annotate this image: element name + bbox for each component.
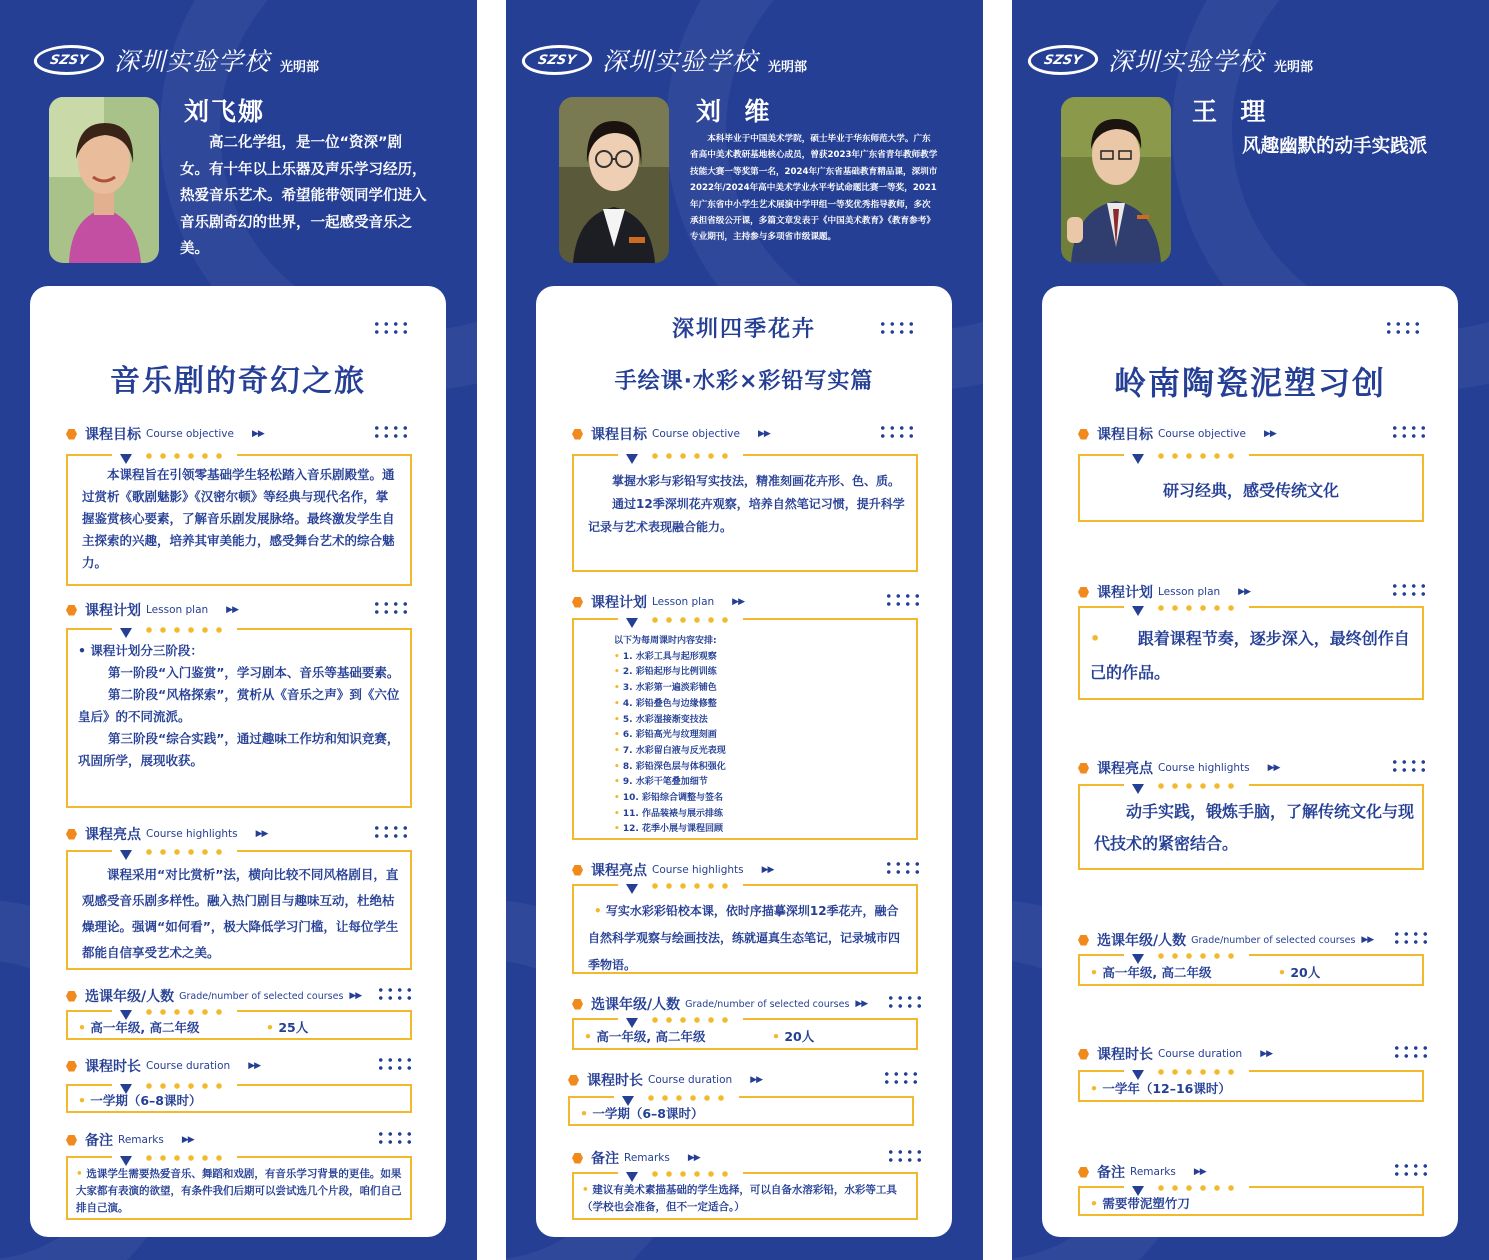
plan-line: 第一阶段“入门鉴赏”，学习剧本、音乐等基础要素。	[108, 665, 400, 680]
plan-item: • 2. 彩铅起形与比例训练	[614, 667, 717, 678]
course-panel-ceramics	[1012, 0, 1489, 1260]
plan-text	[78, 640, 402, 772]
teacher-photo	[1061, 97, 1171, 263]
objective-box	[66, 454, 412, 586]
highlights-text: 写实水彩彩铅校本课，依时序描摹深圳12季花卉，融合自然科学观察与绘画技法，练就逼真生态笔记，记录城市四季物语。	[588, 904, 901, 972]
section-header-objective: 课程目标 Course objective ▶▶	[66, 424, 264, 444]
grade-box: • 高一年级, 高二年级 • 20人	[1078, 954, 1424, 986]
plan-item: • 10. 彩铅综合调整与签名	[614, 793, 723, 804]
school-name: 深圳实验学校	[114, 47, 271, 76]
section-header-grade: 选课年级/人数 Grade/number of selected courses ▶▶	[66, 986, 361, 1006]
teacher-name: 王 理	[1192, 97, 1268, 126]
section-header-plan: 课程计划 Lesson plan ▶▶	[66, 600, 238, 620]
count-value: 20人	[784, 1029, 815, 1044]
highlights-box	[1078, 784, 1424, 870]
section-header-objective: 课程目标 Course objective ▶▶	[1078, 424, 1276, 444]
plan-item: • 7. 水彩留白液与反光表现	[614, 745, 726, 756]
school-name: 深圳实验学校	[602, 47, 759, 76]
plan-item: • 6. 彩铅高光与纹理刻画	[614, 730, 717, 741]
szsy-badge-icon: SZSY	[1025, 45, 1100, 75]
duration-value: 一学年（12–16课时）	[1102, 1081, 1231, 1096]
highlights-text: 课程采用“对比赏析”法，横向比较不同风格剧目，直观感受音乐剧多样性。融入热门剧目与趣味互动，杜绝枯燥理论。强调“如何看”，极大降低学习门槛，让每位学生都能自信享受艺术之美。	[82, 867, 399, 960]
dots-decoration	[1390, 424, 1428, 440]
course-card	[536, 286, 952, 1237]
duration-box: • 一学期（6–8课时）	[568, 1096, 914, 1126]
section-header-duration: 课程时长 Course duration ▶▶	[1078, 1044, 1272, 1064]
grade-value: 高一年级, 高二年级	[1102, 965, 1212, 980]
grade-value: 高一年级, 高二年级	[596, 1029, 706, 1044]
objective-p2: 通过12季深圳花卉观察，培养自然笔记习惯，提升科学记录与艺术表现融合能力。	[588, 497, 905, 534]
school-dept: 光明部	[280, 59, 320, 75]
duration-value: 一学期（6–8课时）	[592, 1106, 704, 1121]
course-title: 岭南陶瓷泥塑习创	[1113, 364, 1386, 402]
objective-p1: 掌握水彩与彩铅写实技法，精准刻画花卉形、色、质。	[612, 474, 901, 488]
plan-line: 第三阶段“综合实践”，通过趣味工作坊和知识竞赛，巩固所学，展现收获。	[78, 731, 400, 768]
section-header-highlights: 课程亮点 Course highlights ▶▶	[572, 860, 773, 880]
dots-decoration	[1392, 1162, 1430, 1178]
grade-box: • 高一年级, 高二年级 • 25人	[66, 1010, 412, 1040]
course-title-line1: 深圳四季花卉	[671, 317, 816, 342]
plan-line: • 课程计划分三阶段：	[78, 643, 203, 658]
count-value: 25人	[278, 1020, 309, 1035]
section-header-grade: 选课年级/人数 Grade/number of selected courses ▶▶	[572, 994, 867, 1014]
plan-box	[66, 628, 412, 808]
section-header-duration: 课程时长 Course duration ▶▶	[568, 1070, 762, 1090]
school-dept: 光明部	[768, 59, 808, 75]
course-panel-watercolor	[506, 0, 983, 1260]
duration-box: • 一学期（6–8课时）	[66, 1084, 412, 1113]
remarks-box: • 需要带泥塑竹刀	[1078, 1186, 1424, 1216]
highlights-text: 动手实践，锻炼手脑，了解传统文化与现代技术的紧密结合。	[1094, 802, 1415, 853]
course-card	[1042, 286, 1458, 1237]
section-header-plan: 课程计划 Lesson plan ▶▶	[1078, 582, 1250, 602]
dots-decoration	[372, 424, 410, 440]
school-logo	[1028, 42, 1313, 78]
dots-decoration	[878, 424, 916, 440]
objective-text: 本课程旨在引领零基础学生轻松踏入音乐剧殿堂。通过赏析《歌剧魅影》《汉密尔顿》等经典与现代名作，掌握鉴赏核心要素，了解音乐剧发展脉络。最终激发学生自主探索的兴趣，培养其审美能力，感受舞台艺术的综合魅力。	[82, 467, 395, 570]
highlights-box: • 写实水彩彩铅校本课，依时序描摹深圳12季花卉，融合自然科学观察与绘画技法，练就逼真生态笔记，记录城市四季物语。	[572, 884, 918, 974]
school-name: 深圳实验学校	[1108, 47, 1265, 76]
section-header-highlights: 课程亮点 Course highlights ▶▶	[66, 824, 267, 844]
teacher-photo	[559, 97, 669, 263]
objective-box	[1078, 454, 1424, 522]
dots-decoration	[884, 592, 922, 608]
dots-decoration	[376, 1130, 414, 1146]
dots-decoration	[884, 860, 922, 876]
szsy-badge-icon: SZSY	[519, 45, 594, 75]
plan-box	[572, 618, 918, 840]
plan-intro: 以下为每周课时内容安排:	[614, 636, 717, 646]
school-dept: 光明部	[1274, 59, 1314, 75]
szsy-badge-icon: SZSY	[31, 45, 106, 75]
objective-box	[572, 454, 918, 572]
dots-decoration	[886, 994, 924, 1010]
section-header-plan: 课程计划 Lesson plan ▶▶	[572, 592, 744, 612]
course-panel-music	[0, 0, 477, 1260]
dots-decoration	[882, 1070, 920, 1086]
plan-item: • 12. 花季小展与课程回顾	[614, 824, 723, 835]
plan-item: • 3. 水彩第一遍淡彩铺色	[614, 683, 717, 694]
course-title-line2: 手绘课·水彩×彩铅写实篇	[614, 369, 874, 394]
plan-item: • 9. 水彩干笔叠加细节	[614, 777, 708, 788]
section-header-duration: 课程时长 Course duration ▶▶	[66, 1056, 260, 1076]
section-header-highlights: 课程亮点 Course highlights ▶▶	[1078, 758, 1279, 778]
count-value: 20人	[1290, 965, 1321, 980]
plan-item: • 1. 水彩工具与起形观察	[614, 651, 717, 662]
plan-text: 跟着课程节奏，逐步深入，最终创作自己的作品。	[1090, 629, 1410, 682]
dots-decoration	[1392, 930, 1430, 946]
plan-line: 第二阶段“风格探索”，赏析从《音乐之声》到《六位皇后》的不同流派。	[78, 687, 400, 724]
course-card	[30, 286, 446, 1237]
remarks-value: 建议有美术素描基础的学生选择，可以自备水溶彩铅，水彩等工具（学校也会准备，但不一定适合。）	[582, 1184, 897, 1213]
teacher-bio: 本科毕业于中国美术学院，硕士毕业于华东师范大学。广东省高中美术教研基地核心成员，曾获2023年广东省青年教师教学技能大赛一等奖第一名，2024年广东省基础教育精品课，深圳市2022年/2024年高中美术学业水平考试命题比赛一等奖，2021年广东省中小学生艺术展演中学甲组一等奖优秀指导教师，多次承担省级公开课，多篇文章发表于《中国美术教育》《教育参考》专业期刊，主持参与多项省市级课题。	[690, 134, 938, 243]
dots-decoration	[372, 824, 410, 840]
grade-box: • 高一年级, 高二年级 • 20人	[572, 1018, 918, 1050]
course-title: 音乐剧的奇幻之旅	[110, 364, 366, 399]
teacher-photo	[49, 97, 159, 263]
plan-item: • 11. 作品装裱与展示排练	[614, 808, 723, 819]
dots-decoration	[1392, 1044, 1430, 1060]
duration-value: 一学期（6–8课时）	[90, 1093, 202, 1108]
plan-item: • 5. 水彩湿接渐变技法	[614, 714, 708, 725]
teacher-name: 刘 维	[696, 97, 772, 126]
teacher-bio: 风趣幽默的动手实践派	[1242, 136, 1428, 157]
section-header-grade: 选课年级/人数 Grade/number of selected courses ▶▶	[1078, 930, 1373, 950]
plan-item: • 8. 彩铅深色层与体积强化	[614, 761, 726, 772]
dots-decoration	[376, 1056, 414, 1072]
dots-decoration	[376, 986, 414, 1002]
plan-box: • 跟着课程节奏，逐步深入，最终创作自己的作品。	[1078, 606, 1424, 700]
teacher-name: 刘飞娜	[184, 97, 266, 126]
objective-text: 研习经典，感受传统文化	[1162, 481, 1339, 500]
duration-box: • 一学年（12–16课时）	[1078, 1070, 1424, 1102]
school-logo	[522, 42, 807, 78]
dots-decoration	[1390, 758, 1428, 774]
dots-decoration	[1390, 582, 1428, 598]
dots-decoration	[372, 320, 410, 336]
dots-decoration	[372, 600, 410, 616]
school-logo	[34, 42, 319, 78]
highlights-box	[66, 850, 412, 970]
remarks-value: 选课学生需要热爱音乐、舞蹈和戏剧，有音乐学习背景的更佳。如果大家都有表演的欲望，有条件我们后期可以尝试选几个片段，咱们自己排自己演。	[76, 1168, 402, 1214]
remarks-box: • 建议有美术素描基础的学生选择，可以自备水溶彩铅，水彩等工具（学校也会准备，但不一定适合。）	[572, 1172, 918, 1220]
section-header-objective: 课程目标 Course objective ▶▶	[572, 424, 770, 444]
plan-item: • 4. 彩铅叠色与边缘修整	[614, 698, 717, 709]
remarks-value: 需要带泥塑竹刀	[1102, 1196, 1190, 1211]
remarks-box: • 选课学生需要热爱音乐、舞蹈和戏剧，有音乐学习背景的更佳。如果大家都有表演的欲望，有条件我们后期可以尝试选几个片段，咱们自己排自己演。	[66, 1156, 412, 1220]
dots-decoration	[886, 1148, 924, 1164]
section-header-remarks: 备注 Remarks ▶▶	[66, 1130, 194, 1150]
grade-value: 高一年级, 高二年级	[90, 1020, 200, 1035]
section-header-remarks: 备注 Remarks ▶▶	[572, 1148, 700, 1168]
dots-decoration	[1384, 320, 1422, 336]
teacher-bio: 高二化学组，是一位“资深”剧女。有十年以上乐器及声乐学习经历，热爱音乐艺术。希望能带领同学们进入音乐剧奇幻的世界，一起感受音乐之美。	[180, 135, 427, 257]
section-header-remarks: 备注 Remarks ▶▶	[1078, 1162, 1206, 1182]
